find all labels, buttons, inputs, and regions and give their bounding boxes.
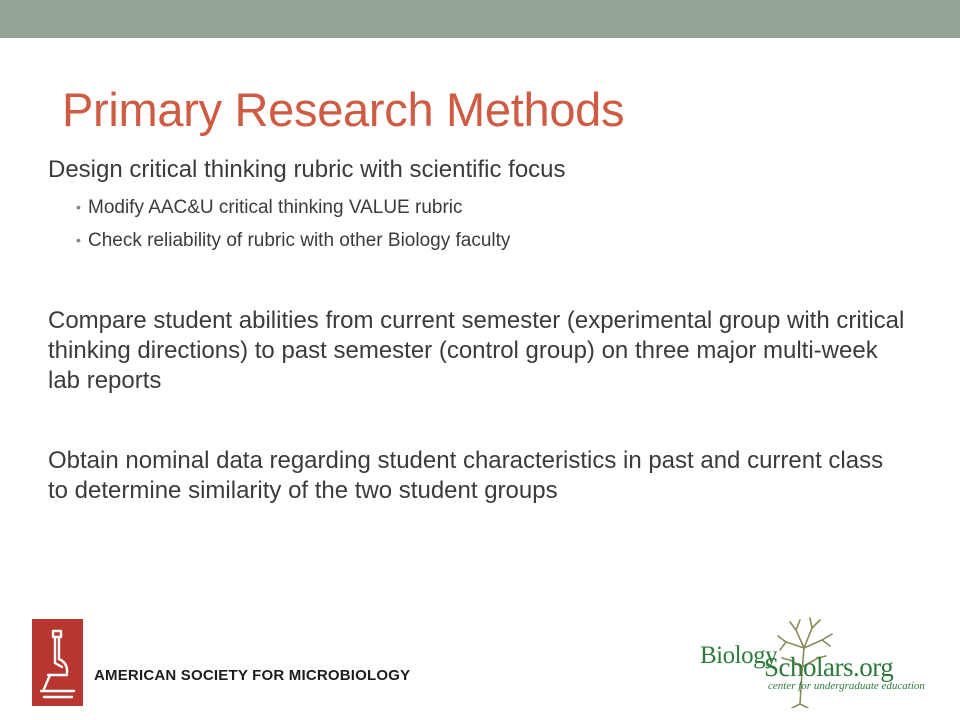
microscope-icon	[32, 619, 83, 706]
sub-point-1	[76, 191, 928, 224]
biologyscholars-tagline: center for undergraduate education	[768, 680, 925, 692]
sub-point-2	[76, 224, 928, 257]
sub-point-2-text: Check reliability of rubric with other Biology faculty	[88, 230, 511, 251]
main-point-1: Design critical thinking rubric with scientific focus	[48, 156, 566, 183]
bullet-icon: •	[76, 232, 81, 248]
main-point-3: Obtain nominal data regarding student characteristics in past and current class to determine similarity of the two student groups	[48, 447, 884, 504]
sub-point-1-text: Modify AAC&U critical thinking VALUE rubric	[88, 197, 463, 218]
slide-content	[48, 155, 928, 506]
biologyscholars-logo	[690, 612, 930, 708]
slide-title: Primary Research Methods	[62, 83, 625, 136]
main-point-2: Compare student abilities from current semester (experimental group with critical thinking directions) to past semester (control group) on three major multi-week lab reports	[48, 307, 905, 394]
asm-organization-name: AMERICAN SOCIETY FOR MICROBIOLOGY	[94, 667, 411, 684]
bullet-icon: •	[76, 199, 81, 215]
top-accent-bar	[0, 0, 960, 38]
sub-point-list	[48, 191, 928, 257]
biologyscholars-word-scholars: Scholars.org	[764, 652, 894, 682]
biologyscholars-word-biology: Biology	[700, 642, 778, 669]
